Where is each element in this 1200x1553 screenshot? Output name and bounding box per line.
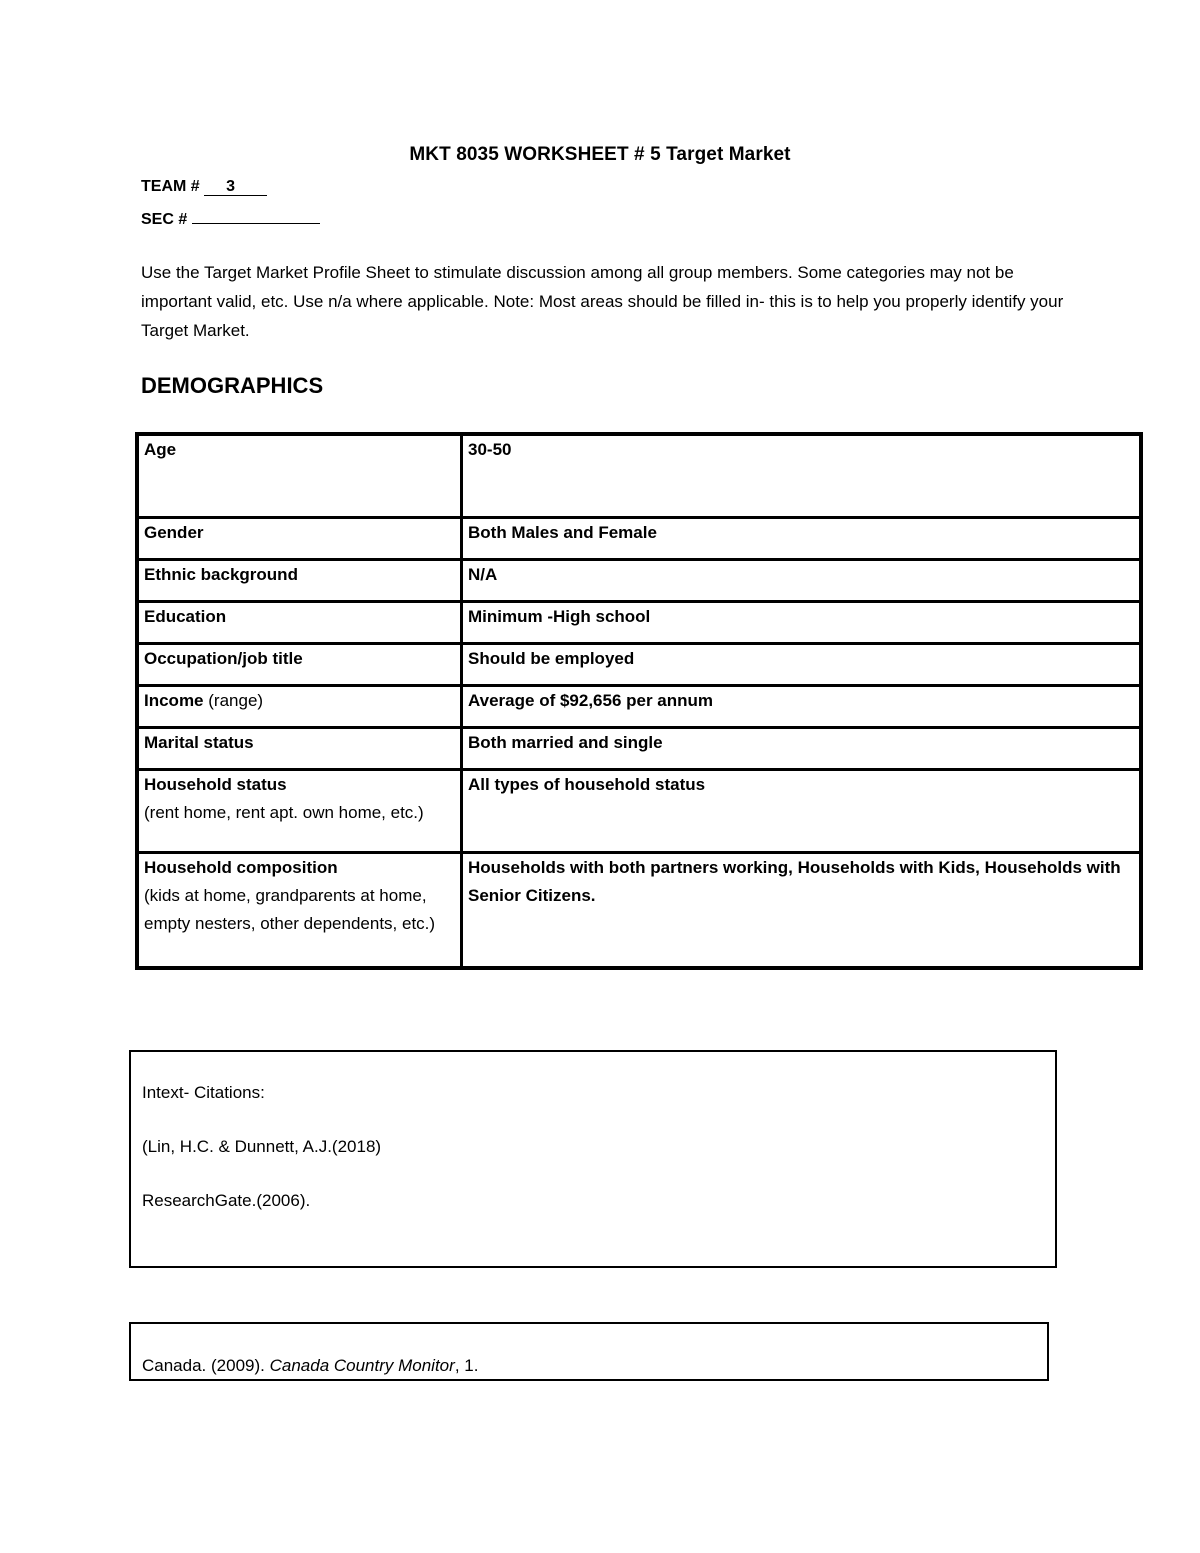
team-number-value: 3 (226, 178, 236, 195)
row-value-cell: 30-50 (462, 434, 1142, 518)
sec-label: SEC # (141, 211, 188, 228)
row-value-cell: Households with both partners working, Households with Kids, Households with Senior Citizens. (462, 853, 1142, 969)
row-value-cell: Both Males and Female (462, 518, 1142, 560)
demographics-table (135, 432, 1143, 970)
row-label-cell: Household composition (kids at home, grandparents at home, empty nesters, other dependents, etc.) (137, 853, 462, 969)
team-number-field (141, 178, 267, 196)
page-title: MKT 8035 WORKSHEET # 5 Target Market (409, 144, 791, 165)
row-value-cell: N/A (462, 560, 1142, 602)
table-row (137, 644, 1141, 686)
row-label-cell: Marital status (137, 728, 462, 770)
table-row (137, 518, 1141, 560)
instructions-paragraph: Use the Target Market Profile Sheet to stimulate discussion among all group members. Some categories may not be important valid, etc. Use n/a where applicable. Note: Most areas should be filled in- this is to help you properly identify your Target Market. (141, 263, 1064, 340)
row-value-cell: Average of $92,656 per annum (462, 686, 1142, 728)
table-row (137, 434, 1141, 518)
table-row (137, 686, 1141, 728)
row-label-cell: Gender (137, 518, 462, 560)
row-label-cell: Income (range) (137, 686, 462, 728)
team-number-blank (204, 178, 267, 196)
intext-citations-box (129, 1050, 1057, 1268)
table-row (137, 853, 1141, 969)
table-row (137, 770, 1141, 853)
demographics-heading: DEMOGRAPHICS (141, 373, 324, 398)
table-row (137, 602, 1141, 644)
citation-item: ResearchGate.(2006). (142, 1191, 311, 1210)
team-label: TEAM # (141, 178, 200, 195)
reference-entry: Canada. (2009). Canada Country Monitor, 1. (142, 1356, 479, 1375)
citation-item: (Lin, H.C. & Dunnett, A.J.(2018) (142, 1137, 382, 1156)
table-row (137, 560, 1141, 602)
row-label-cell: Education (137, 602, 462, 644)
section-number-blank (192, 207, 320, 224)
row-label-cell: Age (137, 434, 462, 518)
reference-box (129, 1322, 1049, 1381)
row-value-cell: All types of household status (462, 770, 1142, 853)
row-value-cell: Minimum -High school (462, 602, 1142, 644)
citations-heading: Intext- Citations: (142, 1083, 265, 1102)
row-value-cell: Should be employed (462, 644, 1142, 686)
reference-title: Canada Country Monitor (269, 1356, 455, 1375)
table-row (137, 728, 1141, 770)
row-label-cell: Occupation/job title (137, 644, 462, 686)
row-value-cell: Both married and single (462, 728, 1142, 770)
row-label-cell: Household status (rent home, rent apt. own home, etc.) (137, 770, 462, 853)
row-label-cell: Ethnic background (137, 560, 462, 602)
section-number-field (141, 207, 320, 229)
